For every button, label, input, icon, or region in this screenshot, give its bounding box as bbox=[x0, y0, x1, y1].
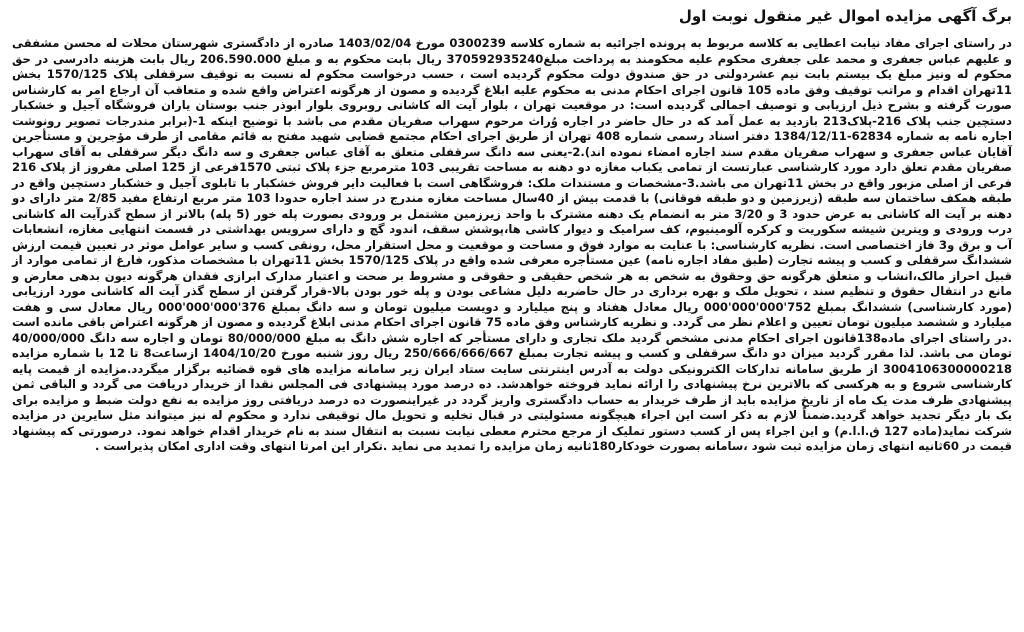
notice-body-text: در راستای اجرای مفاد نیابت اعطایی به کلاسه مربوط به پرونده اجرائیه به شماره کلاسه 0300239 مورخ 1403/02/04 صادره از دادگستری شهرستان محلات له محسن مشفقی و علیهم عباس جعفری و محمد علی جعفری محکوم علیه محکومند به پرداخت مبلغ370592935240 ریال بابت محکوم به و مبلغ 206.590.000 ریال بابت هزینه دادرسی در حق محکوم له ونیز مبلغ یک بیستم بابت نیم عشردولتی در حق صندوق دولت محکوم گردیده است ، حسب درخواست محکوم له نسبت به توقیف سرقفلی پلاک 1570/125 بخش 11تهران اقدام و مراتب توقیف وفق ماده 105 قانون اجرای احکام مدنی به محکوم علیه ابلاغ گردیده و مصون از هرگونه اعتراض واقع شده و متعاقب آن ارجاع امر به کارشناس صورت گرفته و بشرح ذیل ارزیابی و توصیف اجمالی گردیده است: در موقعیت تهران ، بلوار آیت اله کاشانی روبروی بلوار ابوذر جنب بوستان یاران فروشگاه آجیل و خشکبار دستچین جنب پلاک 216-پلاک213 بازدید به عمل آمد که در حال حاضر در اجاره وُراث مرحوم سهراب صفریان مقدم می باشد با توضیح اینکه 1-(برابر مندرجات تصویر رونوشت اجاره نامه به شماره 62834-1384/12/11 دفتر اسناد رسمی شماره 408 تهران از طریق اجرای احکام مجتمع قضایی شهید مفتح به قائم مقامی از طرف مؤجرین و مستأجرین آقایان عباس جعفری و سهراب صفریان مقدم سند اجاره امضاء نموده اند).2-یعنی سه دانگ سرقفلی متعلق به آقای عباس جعفری و سه دانگ دیگر سرقفلی به آقای سهراب صفریان مقدم تعلق دارد مورد کارشناسی عبارتست از تمامی یکباب مغازه دو دهنه به مساحت تقریبی 103 مترمربع جزء پلاک ثبتی 1570فرعی از 125 اصلی مفروز از پلاک 216 فرعی از اصلی مزبور واقع در بخش 11تهران می باشد.3-مشخصات و مستندات ملک: فروشگاهی است با فعالیت دایر فروش خشکبار با تابلوی آجیل و خشکبار دستچین واقع در طبقه همکف ساختمان سه طبقه (زیرزمین و دو طبقه فوقانی) با قدمت بیش از 40سال مساحت مغازه مندرج در سند اجاره حدودا 103 متر مربع ارتفاع مفید 2/85 متر دارای دو دهنه بر آیت اله کاشانی به عرض حدود 3 و 3/20 متر به انضمام یک دهنه مشترک با واحد زیرزمین مشتمل بر ورودی بصورت پله خور (5 پله) بالاتر از سطح گذرآیت اله کاشانی درب ورودی و ویترین شیشه سکوریت و کرکره آلومینیوم، کف سرامیک و دیوار کاشی ها،پوشش سقف، اندود گچ و دارای سرویس بهداشتی در قسمت انتهایی مغازه، انشعابات آب و برق و3 فاز اختصاصی است. نظریه کارشناسی: با عنایت به موارد فوق و مساحت و موقعیت و محل استقرار محل، رونقی کسب و سایر عوامل موثر در تعیین قیمت ارزش ششدانگ سرقفلی و کسب و پیشه تجارت (طبق مفاد اجاره نامه) عین مستأجره معرفی شده واقع در پلاک 1570/125 بخش 11تهران با مشخصات مذکور، فارغ از تمامی موارد از قبیل احراز مالک،انشاب و متعلق هرگونه حق وحقوق به شخص به هر شخص حقیقی و حقوقی و مشروط بر صحت و اعتبار مدارک ابرازی فقدان هرگونه دیون بدهی معارض و مانع در انتقال حقوق و تنظیم سند ، تحویل ملک و بهره برداری در حال حاضربه دلیل مشاعی بودن و پله خور بودن بالا-قرار گرفتن از سطح گذر آیت اله کاشانی مورد ارزیابی (مورد کارشناسی) ششدانگ بمبلغ 752'000'000'000 ریال معادل هفتاد و پنج میلیارد و دویست میلیون تومان و سه دانگ بمبلغ 376'000'000'000 ریال معادل سی و هفت میلیارد و ششصد میلیون تومان تعیین و اعلام نظر می گردد. و نظریه کارشناس وفق ماده 75 قانون اجرای احکام مدنی ابلاغ گردیده و مصون از هرگونه اعتراض باقی مانده است .در راستای اجرای ماده138قانون اجرای احکام مدنی مشخص گردید ملک تجاری و دارای مستأجر که اجاره شش دانگ به مبلغ 80/000/000 تومان و اجاره سه دانگ 40/000/000 تومان می باشد. لذا مقرر گردید میزان دو دانگ سرقفلی و کسب و پیشه تجارت بمبلغ 250/666/666/667 ریال روز شنبه مورخ 1404/10/20 ازساعت8 تا 12 با شماره مزایده 3004106300000218 از طریق سامانه تدارکات الکترونیکی دولت به آدرس اینترنتی سایت ستاد ایران زیر سامانه مزایده های قوه قضائیه برگزار میگردد.مزایده از قیمت پایه کارشناسی شروع و به هرکسی که بالاترین نرخ پیشنهادی را ارائه نماید فروخته خواهدشد. ده درصد مورد پیشنهادی فی المجلس نقدا از خریدار دریافت می گردد و الباقی ثمن پیشنهادی ظرف مدت یک ماه از تاریخ مزایده باید از طرف خریدار به حساب دادگستری واریز گردد در غیراینصورت ده درصد دریافتی روز مزایده به نفع دولت ضبط و مزایده برای یک بار دیگر تجدید خواهد گردید.ضمناً لازم به ذکر است این اجراء هیچگونه مسئولیتی در قبال تخلیه و تحویل مال توقیفی ندارد و محکوم له نیز میتواند مثل سایرین در مزایده شرکت نماید(ماده 127 ق.ا.ا.م) و این اجراء پس از کسب دستور تملیک از مرجع محترم معطی نیابت نسبت به انتقال سند به نام خریدار اقدام خواهد نمود. درصورتی که پیشنهاد قیمت در 60ثانیه انتهای زمان مزایده ثبت شود ،سامانه بصورت خودکار180ثانیه زمان مزایده را تمدید می نماید .تکرار این امرتا انتهای وقت اداری امکان پذیراست . bbox=[12, 36, 1013, 453]
notice-title: برگ آگهی مزایده اموال غیر منقول نوبت اول bbox=[678, 7, 1012, 25]
